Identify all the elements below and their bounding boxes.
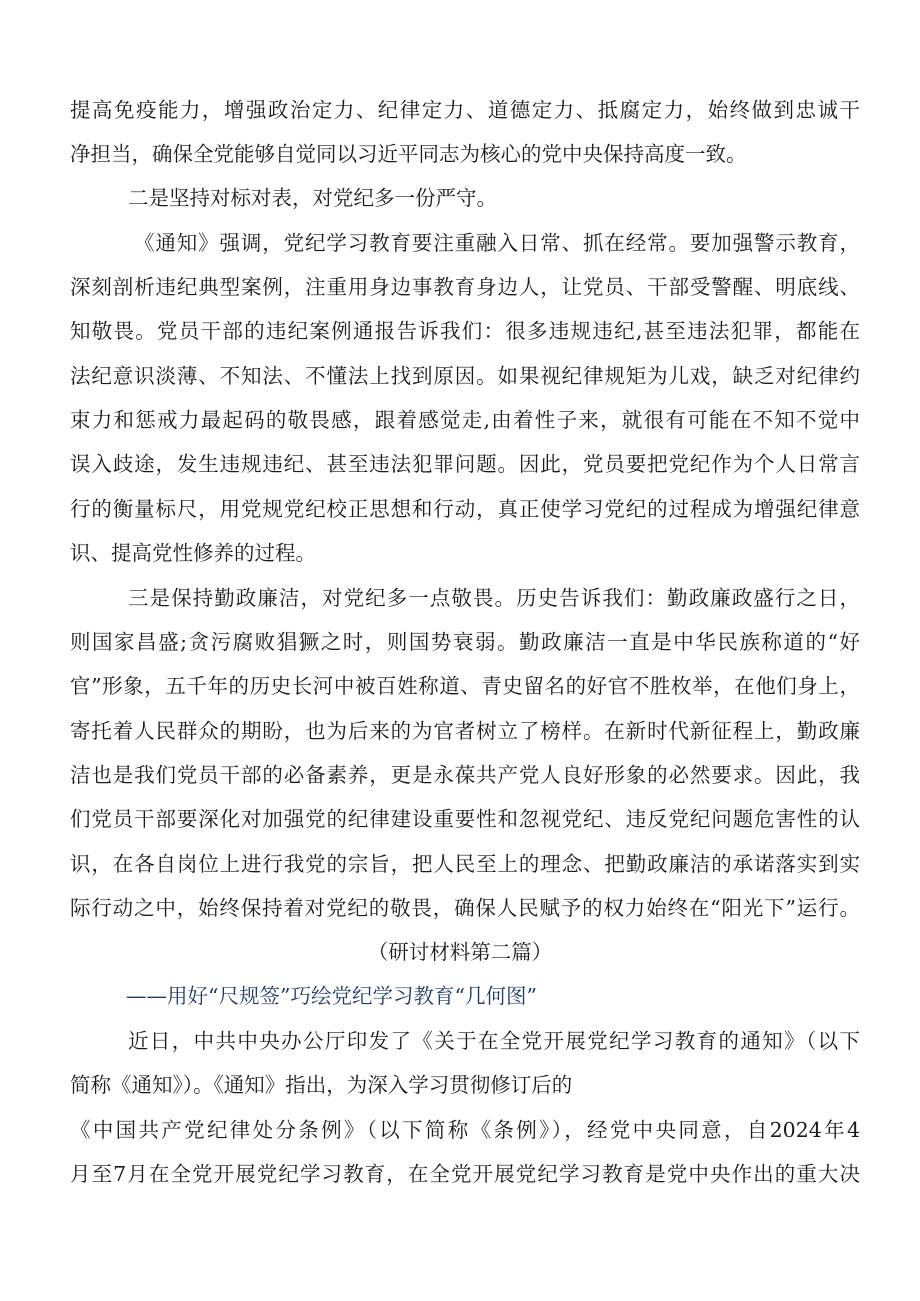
paragraph-line: 简称《通知》）。《通知》指出，为深入学习贯彻修订后的 [70, 1073, 573, 1097]
paragraph-line: 法纪意识淡薄、不知法、不懂法上找到原因。如果视纪律规矩为儿戏，缺乏对纪律约 [70, 364, 860, 388]
paragraph-line: 束力和惩戒力最起码的敬畏感，跟着感觉走,由着性子来，就很有可能在不知不觉中 [70, 408, 860, 432]
paragraph-line: 们党员干部要深化对加强党的纪律建设重要性和忽视党纪、违反党纪问题危害性的认 [70, 807, 860, 831]
paragraph-line: 行的衡量标尺，用党规党纪校正思想和行动，真正使学习党纪的过程成为增强纪律意 [70, 497, 860, 521]
paragraph-line: 识、提高党性修养的过程。 [70, 541, 316, 565]
paragraph-line: 官”形象，五千年的历史长河中被百姓称道、青史留名的好官不胜枚举，在他们身上， [70, 674, 860, 698]
paragraph-line: 月至7月在全党开展党纪学习教育，在全党开展党纪学习教育是党中央作出的重大决 [70, 1162, 860, 1186]
paragraph-line: 深刻剖析违纪典型案例，注重用身边事教育身边人，让党员、干部受警醒、明底线、 [70, 275, 860, 299]
section-heading: 二是坚持对标对表，对党纪多一份严守。 [128, 186, 497, 210]
paragraph-line: 提高免疫能力，增强政治定力、纪律定力、道德定力、抵腐定力，始终做到忠诚干 [70, 98, 860, 122]
section-title: （研讨材料第二篇） [367, 940, 553, 964]
paragraph-line: 识，在各自岗位上进行我党的宗旨，把人民至上的理念、把勤政廉洁的承诺落实到实 [70, 852, 860, 876]
paragraph-line: 洁也是我们党员干部的必备素养，更是永葆共产党人良好形象的必然要求。因此，我 [70, 763, 860, 787]
paragraph-line: 误入歧途，发生违规违纪、甚至违法犯罪问题。因此，党员要把党纪作为个人日常言 [70, 452, 860, 476]
paragraph-line: 《通知》强调，党纪学习教育要注重融入日常、抓在经常。要加强警示教育， [134, 231, 860, 255]
paragraph-line: 三是保持勤政廉洁，对党纪多一点敬畏。历史告诉我们：勤政廉政盛行之日， [128, 586, 860, 610]
section-subtitle: ——用好“尺规签”巧绘党纪学习教育“几何图” [126, 984, 537, 1008]
paragraph-line: 近日，中共中央办公厅印发了《关于在全党开展党纪学习教育的通知》（以下 [128, 1029, 860, 1053]
paragraph-line: 《中国共产党纪律处分条例》（以下简称《条例》），经党中央同意，自2024年4 [70, 1118, 860, 1142]
paragraph-line: 际行动之中，始终保持着对党纪的敬畏，确保人民赋予的权力始终在“阳光下”运行。 [70, 896, 860, 920]
paragraph-line: 知敬畏。党员干部的违纪案例通报告诉我们：很多违规违纪,甚至违法犯罪，都能在 [70, 319, 860, 343]
paragraph-line: 寄托着人民群众的期盼，也为后来的为官者树立了榜样。在新时代新征程上，勤政廉 [70, 719, 860, 743]
paragraph-line: 则国家昌盛;贪污腐败猖獗之时，则国势衰弱。勤政廉洁一直是中华民族称道的“好 [70, 630, 860, 654]
paragraph-line: 净担当，确保全党能够自觉同以习近平同志为核心的党中央保持高度一致。 [70, 142, 747, 166]
